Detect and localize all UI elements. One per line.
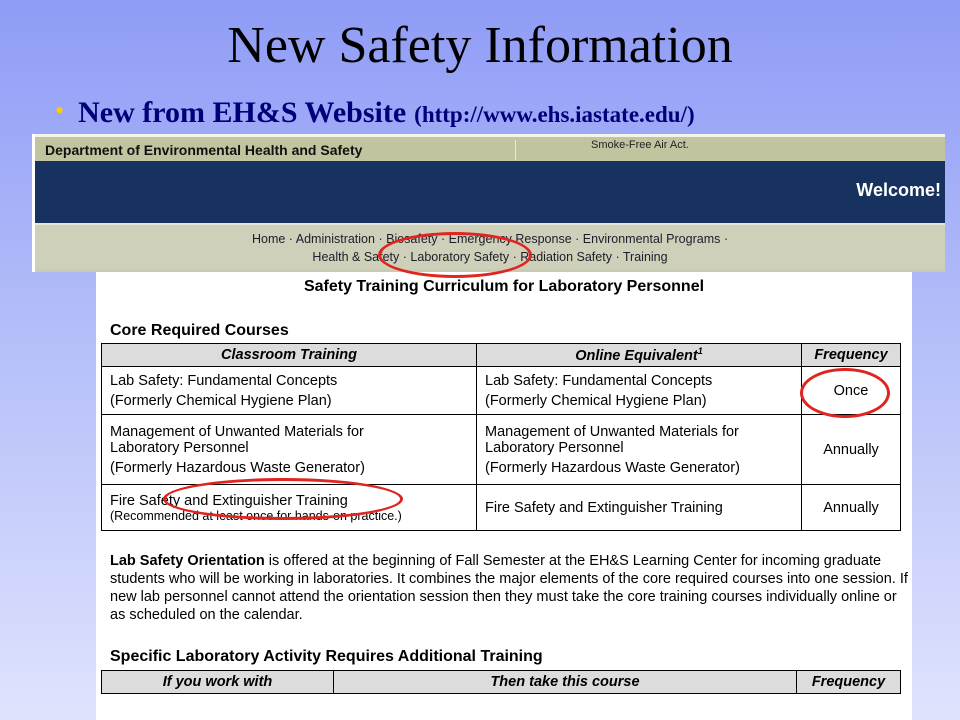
course-note: (Formerly Hazardous Waste Generator) [485, 459, 740, 476]
table-row [102, 367, 901, 415]
highlight-circle-laboratory-safety [378, 232, 532, 278]
highlight-circle-fire-safety [163, 478, 403, 520]
orientation-text: is offered at the beginning of Fall Semester at the EH&S Learning Center for incoming graduate students who will be working in laboratories. It combines the major elements of the core required courses into one session. If new lab personnel cannot attend the orientation session then they must take the core training courses individually online or as scheduled on the calendar. [110, 553, 908, 623]
course-name: Management of Unwanted Materials for [110, 423, 364, 440]
course-online [477, 485, 802, 531]
course-online [477, 367, 802, 415]
course-note: (Formerly Chemical Hygiene Plan) [485, 392, 707, 409]
bullet-dot-icon: • [55, 96, 65, 125]
course-online [477, 415, 802, 485]
orientation-title: Lab Safety Orientation [110, 553, 265, 569]
course-name: Fire Safety and Extinguisher Training [485, 499, 723, 516]
nav-separator: · [615, 250, 620, 264]
nav-health-safety[interactable]: Health & Safety [312, 250, 400, 264]
course-note: (Formerly Chemical Hygiene Plan) [110, 392, 332, 409]
course-classroom [102, 415, 477, 485]
course-name: Management of Unwanted Materials for [485, 423, 739, 440]
bullet-text: New from EH&S Website [78, 96, 407, 129]
course-frequency: Annually [802, 415, 901, 485]
welcome-text: Welcome! [856, 180, 941, 200]
website-url[interactable]: (http://www.ehs.iastate.edu/) [414, 102, 695, 127]
column-header-frequency: Frequency [797, 671, 901, 694]
nav-separator: · [378, 232, 383, 246]
course-note: (Formerly Hazardous Waste Generator) [110, 459, 365, 476]
course-name: Fire Safety and Extinguisher Training [110, 492, 348, 509]
course-name: Laboratory Personnel [110, 439, 249, 456]
highlight-circle-once [800, 368, 890, 418]
orientation-paragraph [110, 552, 910, 624]
course-name: Laboratory Personnel [485, 439, 624, 456]
nav-separator: · [512, 250, 517, 264]
column-header-work: If you work with [102, 671, 334, 694]
nav-separator: · [288, 232, 293, 246]
department-name[interactable]: Department of Environmental Health and Safety [45, 142, 363, 158]
footnote-marker: 1 [697, 346, 703, 357]
site-topbar [35, 134, 945, 161]
nav-administration[interactable]: Administration [295, 232, 375, 246]
table-header-row [102, 671, 901, 694]
site-notice[interactable]: Smoke-Free Air Act. [591, 139, 689, 151]
nav-separator: · [402, 250, 407, 264]
core-courses-heading: Core Required Courses [110, 322, 289, 339]
course-classroom [102, 367, 477, 415]
slide-title: New Safety Information [227, 17, 733, 74]
nav-home[interactable]: Home [251, 232, 286, 246]
column-header-course: Then take this course [334, 671, 797, 694]
table-row [102, 415, 901, 485]
column-header-classroom: Classroom Training [102, 344, 477, 367]
nav-separator: · [441, 232, 446, 246]
nav-separator: · [575, 232, 580, 246]
course-frequency: Annually [802, 485, 901, 531]
table-header-row [102, 344, 901, 367]
bullet-item [55, 96, 695, 136]
topbar-divider [515, 140, 516, 160]
course-name: Lab Safety: Fundamental Concepts [110, 372, 338, 389]
nav-radiation-safety[interactable]: Radiation Safety [520, 250, 612, 264]
site-banner [35, 161, 945, 223]
nav-biosafety[interactable]: Biosafety [386, 232, 438, 246]
nav-training[interactable]: Training [622, 250, 668, 264]
nav-environmental-programs[interactable]: Environmental Programs [582, 232, 721, 246]
nav-laboratory-safety[interactable]: Laboratory Safety [410, 250, 510, 264]
specific-training-heading: Specific Laboratory Activity Requires Additional Training [110, 648, 543, 665]
course-note: (Recommended at least once for hands-on practice.) [110, 508, 402, 523]
course-name: Lab Safety: Fundamental Concepts [485, 372, 713, 389]
specific-training-table [101, 670, 901, 694]
nav-emergency-response[interactable]: Emergency Response [448, 232, 572, 246]
document-title: Safety Training Curriculum for Laboratory Personnel [303, 278, 705, 295]
course-frequency: Once [802, 367, 901, 415]
column-header-frequency: Frequency [802, 344, 901, 367]
column-header-online: Online Equivalent$^1$ [477, 344, 802, 367]
nav-separator: · [723, 232, 729, 246]
